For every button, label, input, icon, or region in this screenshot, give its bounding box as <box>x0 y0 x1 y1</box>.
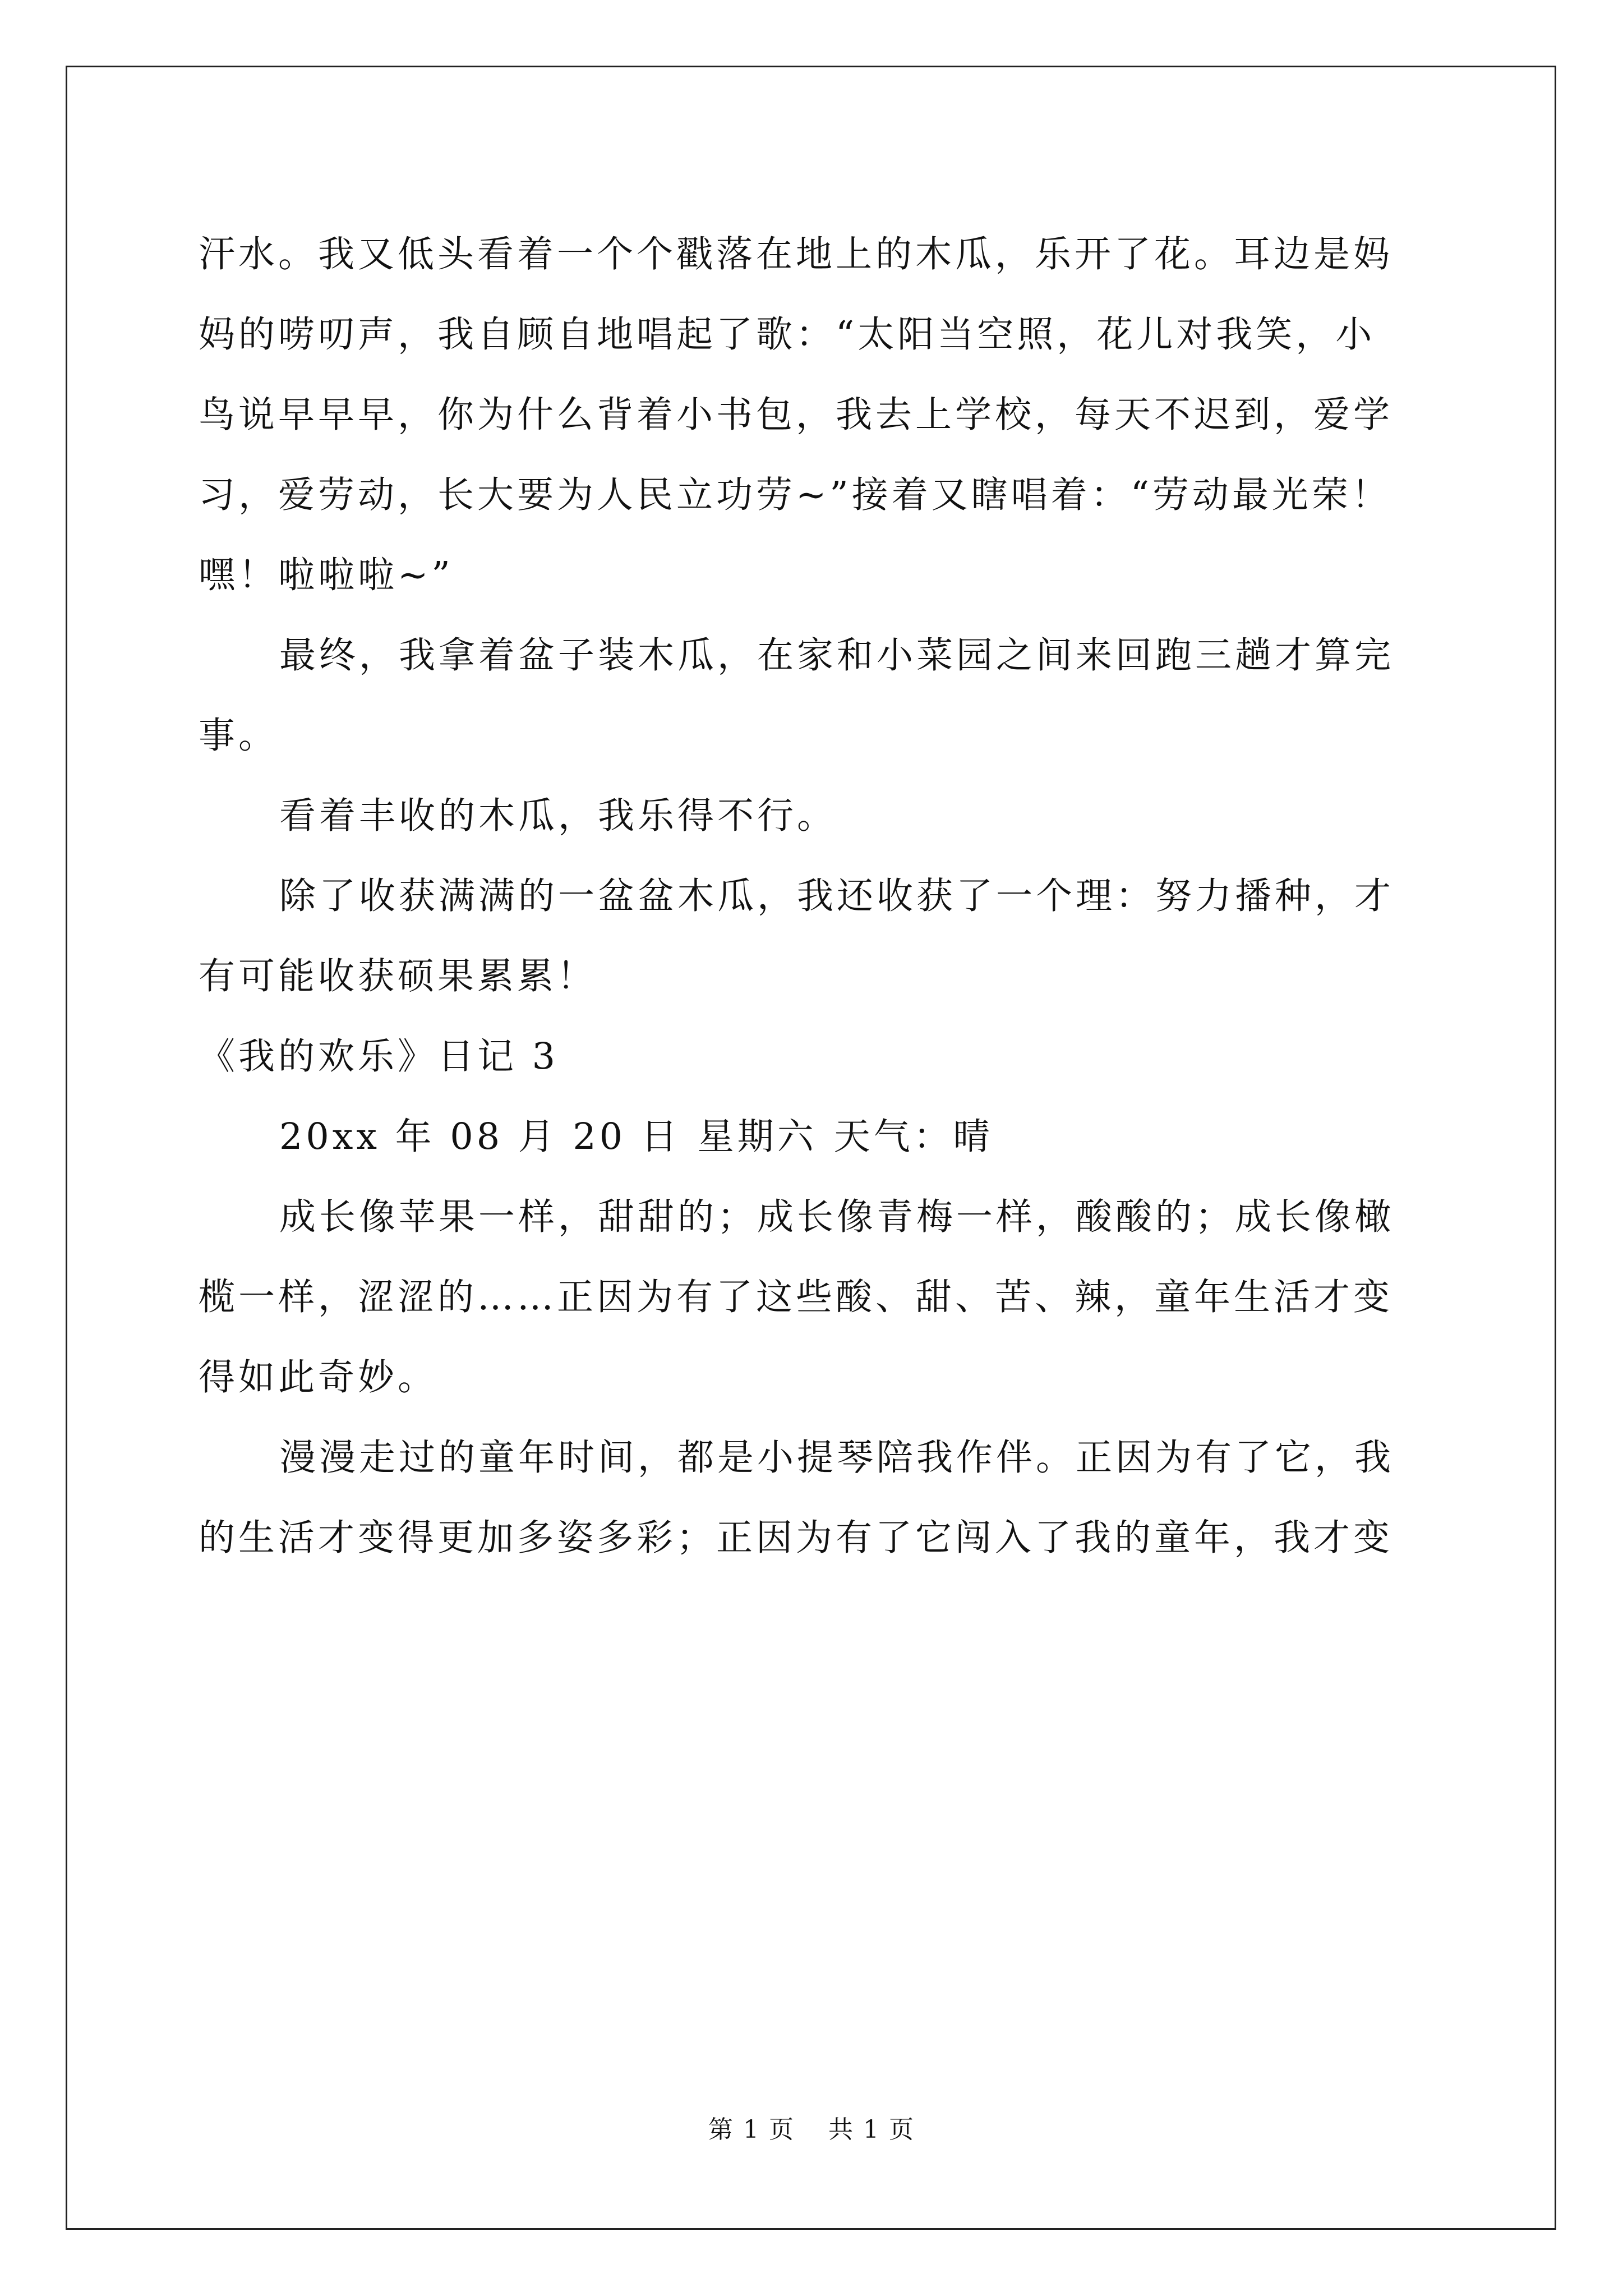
paragraph <box>199 856 1432 1016</box>
text-line: 得如此奇妙。 <box>199 1356 438 1398</box>
text-line: 嘿！啦啦啦~” <box>199 554 454 596</box>
diary-weekday: 星期六 <box>697 1116 817 1158</box>
page-number: 第 1 页 <box>708 2115 795 2144</box>
page-footer <box>0 2109 1623 2145</box>
text-line: 榄一样，涩涩的……正因为有了这些酸、甜、苦、辣，童年生活才变 <box>199 1276 1394 1318</box>
text-line: 成长像苹果一样，甜甜的；成长像青梅一样，酸酸的；成长像橄 <box>279 1196 1395 1238</box>
page-total: 共 1 页 <box>828 2115 915 2144</box>
paragraph <box>199 615 1432 776</box>
section-title: 《我的欢乐》日记 3 <box>199 1036 559 1078</box>
text-line: 鸟说早早早，你为什么背着小书包，我去上学校，每天不迟到，爱学 <box>199 394 1394 436</box>
paragraph <box>199 776 1432 856</box>
text-line: 有可能收获硕果累累！ <box>199 955 597 997</box>
text-line: 的生活才变得更加多姿多彩；正因为有了它闯入了我的童年，我才变 <box>199 1517 1394 1559</box>
text-line: 看着丰收的木瓜，我乐得不行。 <box>279 795 837 837</box>
diary-date: 20xx 年 08 月 20 日 <box>279 1116 681 1158</box>
diary-weather: 天气：晴 <box>833 1116 993 1158</box>
text-line: 最终，我拿着盆子装木瓜，在家和小菜园之间来回跑三趟才算完 <box>279 634 1395 677</box>
document-body <box>199 214 1432 1578</box>
text-line: 事。 <box>199 715 279 757</box>
text-line: 除了收获满满的一盆盆木瓜，我还收获了一个理：努力播种，才 <box>279 875 1395 917</box>
text-line: 汗水。我又低头看着一个个戳落在地上的木瓜，乐开了花。耳边是妈 <box>199 233 1394 275</box>
diary-date-line <box>199 1097 1432 1177</box>
paragraph <box>199 1418 1432 1578</box>
text-line: 妈的唠叨声，我自顾自地唱起了歌：“太阳当空照，花儿对我笑，小 <box>199 314 1376 356</box>
text-line: 漫漫走过的童年时间，都是小提琴陪我作伴。正因为有了它，我 <box>279 1437 1395 1479</box>
paragraph <box>199 1177 1432 1418</box>
paragraph <box>199 214 1432 615</box>
text-line: 习，爱劳动，长大要为人民立功劳~”接着又瞎唱着：“劳动最光荣！ <box>199 474 1391 516</box>
